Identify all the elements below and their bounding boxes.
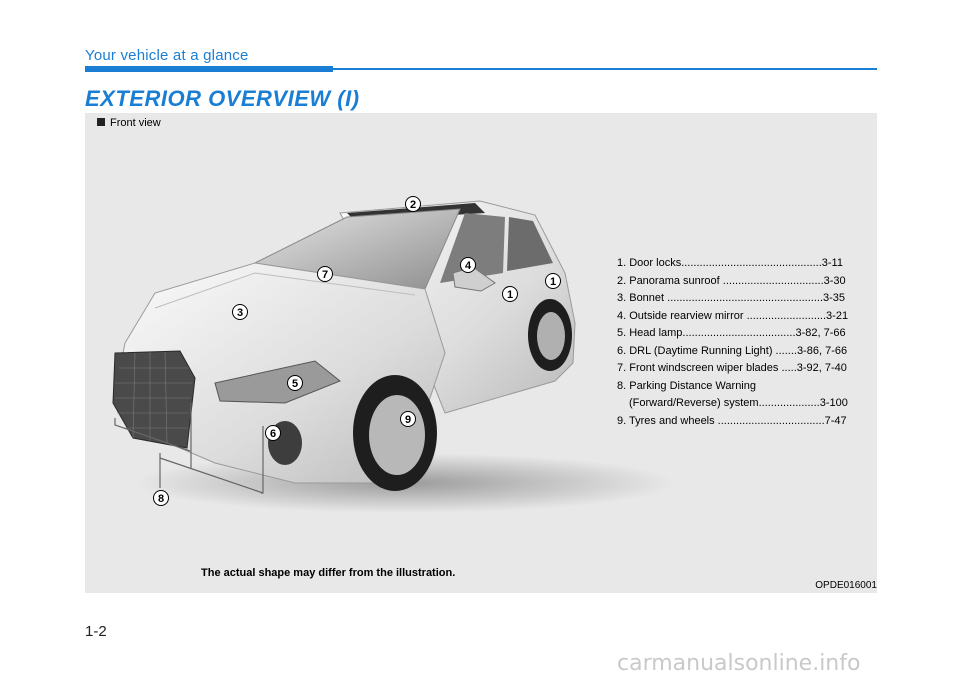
parts-list-item: 7. Front windscreen wiper blades .....3-92, 7-40 [617, 362, 847, 374]
parts-list-item: 3. Bonnet ...................................................3-35 [617, 292, 846, 304]
callout-9-text: 9 [404, 414, 412, 426]
page-number: 1-2 [85, 623, 107, 640]
parts-list-item: 1. Door locks..............................................3-11 [617, 257, 843, 269]
parts-list-item: 6. DRL (Daytime Running Light) .......3-86, 7-66 [617, 344, 848, 357]
callout-5-text: 5 [291, 378, 299, 390]
grille [113, 351, 195, 448]
figure-panel [85, 113, 877, 593]
parts-list-item: 5. Head lamp.....................................3-82, 7-66 [617, 327, 846, 339]
view-label-text: Front view [110, 117, 161, 129]
parts-list-item: 2. Panorama sunroof .................................3-30 [617, 274, 846, 287]
parts-list-item-continued: (Forward/Reverse) system....................3-100 [629, 397, 848, 409]
callout-8-text: 8 [157, 493, 165, 505]
header-rule-thin [333, 68, 877, 70]
callout-5 [288, 376, 303, 391]
parts-list [617, 255, 879, 430]
callout-2-text: 2 [409, 199, 417, 211]
callout-8 [154, 491, 169, 506]
page-title: EXTERIOR OVERVIEW (I) [85, 86, 360, 111]
callout-7-text: 7 [321, 269, 329, 281]
callout-9 [401, 412, 416, 427]
callout-1a [546, 274, 561, 289]
callout-2 [406, 197, 421, 212]
watermark: carmanualsonline.info [617, 651, 861, 676]
callout-6 [266, 426, 281, 441]
callout-3-text: 3 [236, 307, 244, 319]
callout-4-text: 4 [464, 260, 472, 272]
callout-1b-text: 1 [506, 289, 514, 301]
callout-7 [318, 267, 333, 282]
callout-6-text: 6 [269, 428, 277, 440]
parts-list-item: 8. Parking Distance Warning [617, 379, 756, 392]
figure-code: OPDE016001 [815, 580, 877, 591]
callout-1b [503, 287, 518, 302]
callout-1a-text: 1 [549, 276, 557, 288]
callout-3 [233, 305, 248, 320]
section-header: Your vehicle at a glance [85, 47, 249, 64]
parts-list-item: 4. Outside rearview mirror ..........................3-21 [617, 309, 849, 322]
header-rule-thick [85, 66, 333, 72]
figure-disclaimer: The actual shape may differ from the illustration. [201, 567, 456, 579]
parts-list-item: 9. Tyres and wheels ...................................7-47 [617, 414, 847, 427]
callout-4 [461, 258, 476, 273]
